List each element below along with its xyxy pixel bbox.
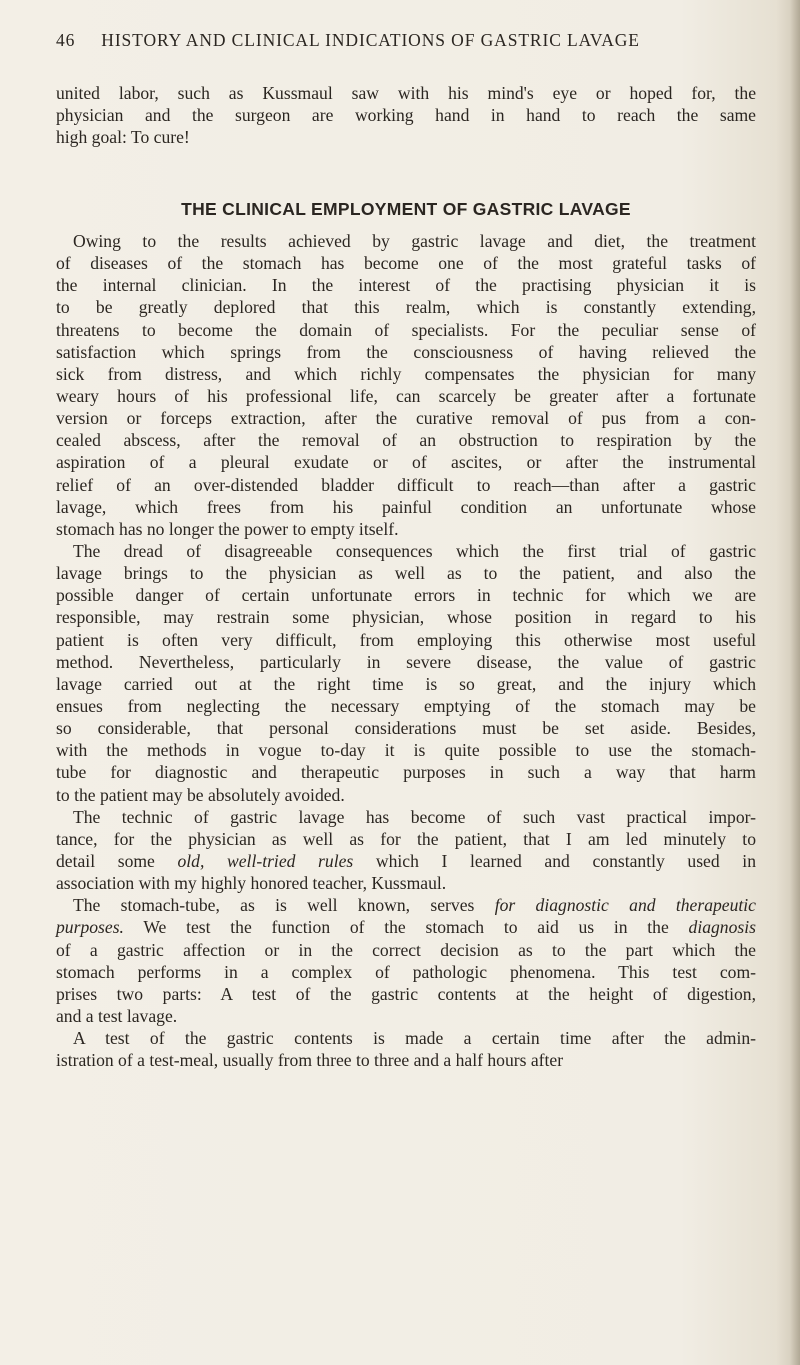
text-line: lavage, which frees from his painful condition an unfortunate whose: [56, 496, 756, 517]
text-line: of a gastric affection or in the correct decision as to the part which the: [56, 939, 756, 960]
text-line: stomach has no longer the power to empty itself.: [56, 518, 399, 539]
page-edge-shadow: [790, 0, 800, 1365]
text-line: A test of the gastric contents is made a certain time after the admin-: [73, 1028, 756, 1049]
text-line: physician and the surgeon are working hand in hand to reach the same: [56, 105, 756, 126]
text-line: purposes. We test the function of the stomach to aid us in the diagnosis: [56, 917, 756, 938]
text-line: method. Nevertheless, particularly in severe disease, the value of gastric: [56, 651, 756, 672]
running-head: [56, 30, 756, 58]
text-line: lavage brings to the physician as well as to the patient, and also the: [56, 563, 756, 584]
text-line: relief of an over-distended bladder difficult to reach—than after a gastric: [56, 474, 756, 495]
text-line: prises two parts: A test of the gastric contents at the height of digestion,: [56, 983, 756, 1004]
text-line: sick from distress, and which richly compensates the physician for many: [56, 363, 756, 384]
text-line: with the methods in vogue to-day it is quite possible to use the stomach-: [56, 740, 756, 761]
text-line: The dread of disagreeable consequences which the first trial of gastric: [73, 540, 756, 561]
text-line: lavage carried out at the right time is so great, and the injury which: [56, 673, 756, 694]
text-line: detail some old, well-tried rules which I learned and constantly used in: [56, 850, 756, 871]
text-line: threatens to become the domain of specialists. For the peculiar sense of: [56, 319, 756, 340]
text-line: satisfaction which springs from the consciousness of having relieved the: [56, 341, 756, 362]
text-line: The technic of gastric lavage has become of such vast practical impor-: [73, 806, 756, 827]
text-line: cealed abscess, after the removal of an obstruction to respiration by the: [56, 430, 756, 451]
text-line: the internal clinician. In the interest of the practising physician it is: [56, 275, 756, 296]
text-line: stomach performs in a complex of pathologic phenomena. This test com-: [56, 961, 756, 982]
text-line: aspiration of a pleural exudate or of ascites, or after the instrumental: [56, 452, 756, 473]
text-line: high goal: To cure!: [56, 127, 190, 148]
text-line: version or forceps extraction, after the curative removal of pus from a con-: [56, 408, 756, 429]
text-line: association with my highly honored teacher, Kussmaul.: [56, 873, 447, 894]
text-line: to be greatly deplored that this realm, which is constantly extending,: [56, 297, 756, 318]
text-line: to the patient may be absolutely avoided.: [56, 784, 345, 805]
text-line: united labor, such as Kussmaul saw with his mind's eye or hoped for, the: [56, 83, 756, 103]
page-number: 46: [56, 30, 76, 50]
text-line: so considerable, that personal considerations must be set aside. Besides,: [56, 718, 756, 739]
running-title: HISTORY AND CLINICAL INDICATIONS OF GASTRIC LAVAGE: [101, 30, 640, 50]
text-line: patient is often very difficult, from employing this otherwise most useful: [56, 629, 756, 650]
intro-paragraph: [56, 82, 756, 148]
text-line: tance, for the physician as well as for the patient, that I am led minutely to: [56, 828, 756, 849]
text-line: possible danger of certain unfortunate errors in technic for which we are: [56, 585, 756, 606]
text-line: of diseases of the stomach has become one of the most grateful tasks of: [56, 253, 756, 274]
text-line: responsible, may restrain some physician, whose position in regard to his: [56, 607, 756, 628]
text-line: ensues from neglecting the necessary emptying of the stomach may be: [56, 695, 756, 716]
text-line: istration of a test-meal, usually from three to three and a half hours after: [56, 1050, 564, 1071]
text-line: weary hours of his professional life, can scarcely be greater after a fortunate: [56, 385, 756, 406]
text-line: Owing to the results achieved by gastric lavage and diet, the treatment: [73, 231, 756, 251]
text-line: tube for diagnostic and therapeutic purposes in such a way that harm: [56, 762, 756, 783]
text-line: and a test lavage.: [56, 1005, 178, 1026]
section-heading: THE CLINICAL EMPLOYMENT OF GASTRIC LAVAGE: [181, 199, 631, 219]
section-body: [56, 230, 756, 1071]
text-line: The stomach-tube, as is well known, serves for diagnostic and therapeutic: [73, 895, 756, 916]
